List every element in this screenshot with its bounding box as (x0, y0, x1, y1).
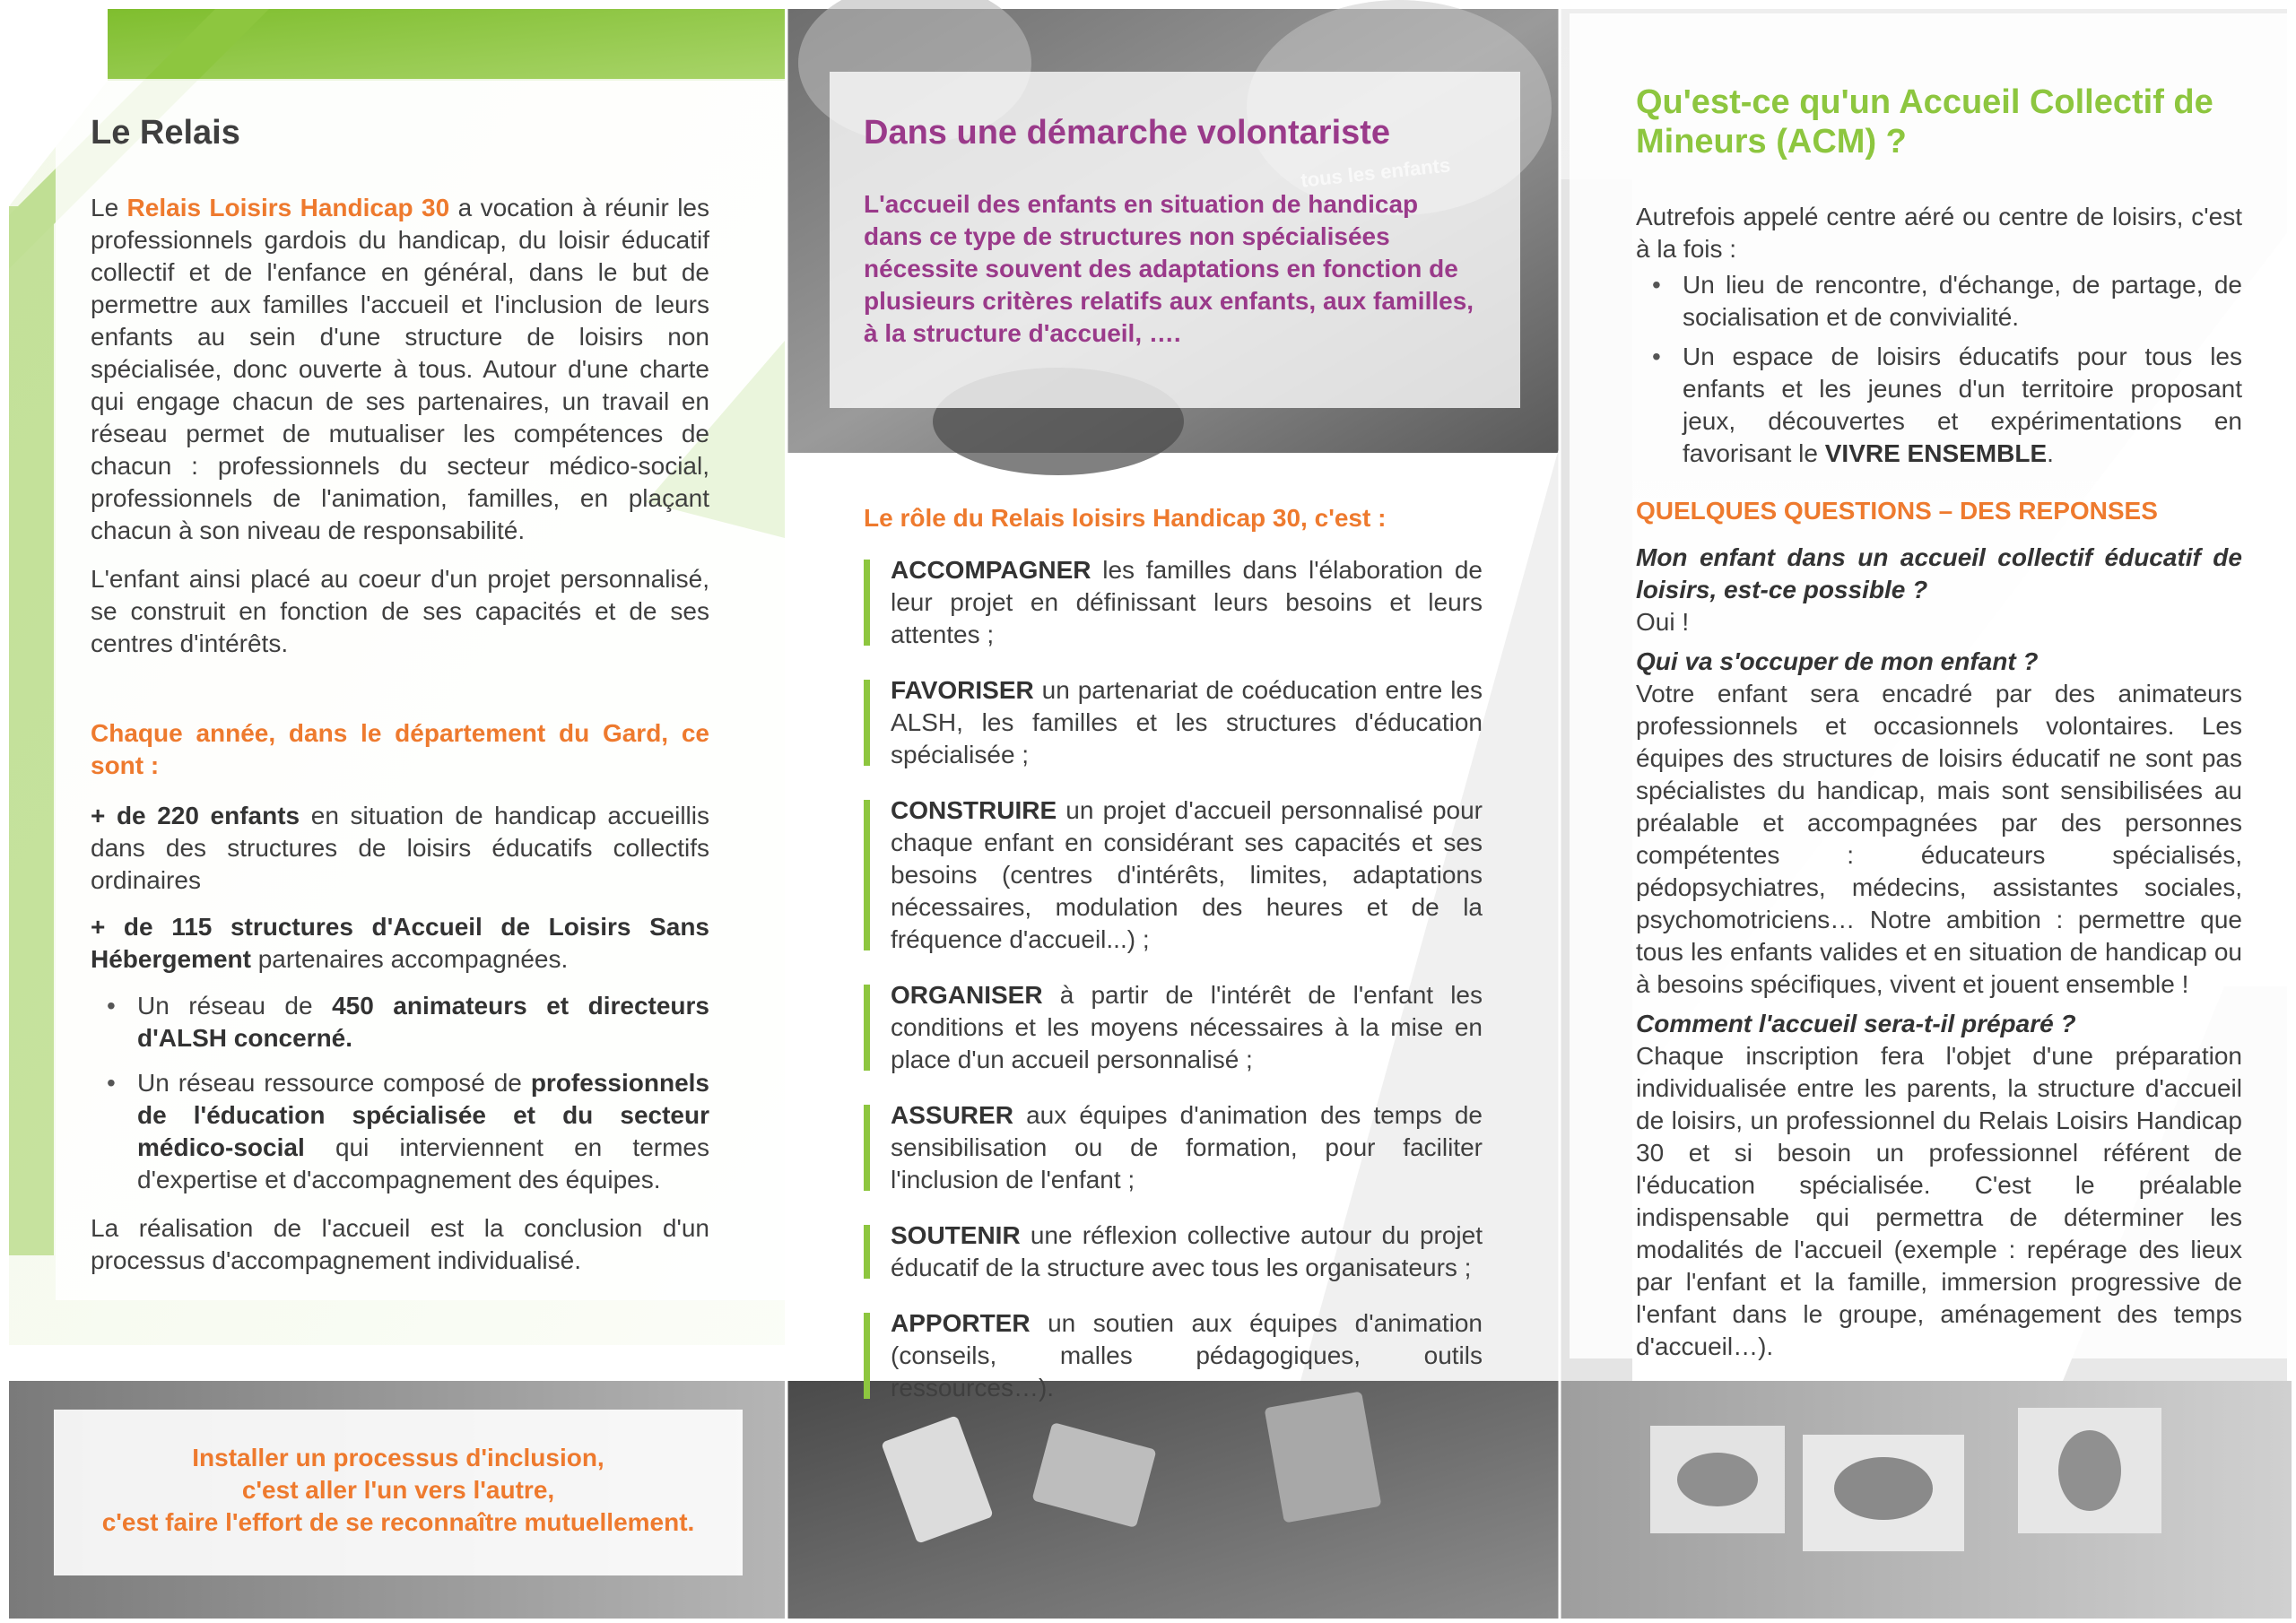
role-item (864, 1099, 1483, 1196)
role-item (864, 554, 1483, 651)
list-item: • Un espace de loisirs éducatifs pour tous les enfants et les jeunes d'un territoire proposant jeux, découvertes et expérimentations en favorisant le VIVRE ENSEMBLE. (1636, 341, 2242, 470)
role-text: à partir de l'intérêt de l'enfant les conditions et les moyens nécessaires à la mise en place d'un accueil personnalisé ; (891, 981, 1483, 1073)
qa-title: QUELQUES QUESTIONS – DES REPONSES (1636, 497, 2158, 525)
role-accent-bar (864, 1313, 870, 1399)
left-panel (91, 114, 709, 1277)
right-title: Qu'est-ce qu'un Accueil Collectif de Mineurs (ACM) ? (1636, 83, 2213, 161)
middle-title: Dans une démarche volontariste (864, 114, 1391, 152)
role-text: les familles dans l'élaboration de leur projet en définissant leurs besoins et leurs attentes ; (891, 556, 1483, 648)
role-accent-bar (864, 680, 870, 766)
role-item (864, 1219, 1483, 1284)
middle-panel (864, 114, 1483, 350)
role-text: une réflexion collective autour du projet éducatif de la structure avec tous les organisateurs ; (891, 1221, 1483, 1281)
org-name: Relais Loisirs Handicap 30 (126, 194, 450, 221)
role-item (864, 794, 1483, 956)
left-subtitle: Chaque année, dans le département du Gard, ce sont : (91, 719, 709, 779)
right-panel (1636, 82, 2242, 1363)
role-item (864, 979, 1483, 1076)
role-verb: ASSURER (891, 1101, 1013, 1129)
list-item: • Un réseau de 450 animateurs et directeurs d'ALSH concerné. (91, 990, 709, 1055)
quote-line: c'est aller l'un vers l'autre, (241, 1476, 555, 1504)
answer-2: Votre enfant sera encadré par des animateurs professionnels et occasionnels volontaires. Les équipes des structures de loisirs éducatif ne sont pas spécialistes du handicap, mais sont sensibilisées au préalable et accompagnées par des personnes compétentes : éducateurs spécialisés, pédopsychiatres, médecins, assistantes sociales, psychomotriciens… Notre ambition : permettre que tous les enfants valides et en situation de handicap ou à besoins spécifiques, vivent et jouent ensemble ! (1636, 680, 2242, 998)
stat-structures: + de 115 structures d'Accueil de Loisirs Sans Hébergement partenaires accompagnées. (91, 913, 709, 973)
middle-lead: L'accueil des enfants en situation de handicap dans ce type de structures non spécialisées nécessite souvent des adaptations en fonction de plusieurs critères relatifs aux enfants, aux familles, à la structure d'accueil, …. (864, 190, 1474, 347)
role-verb: ACCOMPAGNER (891, 556, 1091, 584)
role-text: un projet d'accueil personnalisé pour chaque enfant en considérant ses capacités et ses besoins (centres d'intérêts, limites, adaptations nécessaires, modulation des heures et de la fréquence d'accueil...) ; (891, 796, 1483, 953)
role-verb: SOUTENIR (891, 1221, 1021, 1249)
role-section (864, 502, 1483, 1428)
role-list (864, 554, 1483, 1404)
question-1: Mon enfant dans un accueil collectif éducatif de loisirs, est-ce possible ? (1636, 543, 2242, 603)
list-item: • Un lieu de rencontre, d'échange, de partage, de socialisation et de convivialité. (1636, 269, 2242, 334)
role-accent-bar (864, 985, 870, 1071)
role-item (864, 674, 1483, 771)
role-verb: ORGANISER (891, 981, 1043, 1009)
right-bullets (1636, 269, 2242, 470)
role-accent-bar (864, 1105, 870, 1191)
left-bullets (91, 990, 709, 1196)
role-item (864, 1307, 1483, 1404)
stat-children: + de 220 enfants en situation de handicap accueillis dans des structures de loisirs éducatifs collectifs ordinaires (91, 802, 709, 894)
role-accent-bar (864, 800, 870, 950)
right-intro: Autrefois appelé centre aéré ou centre de loisirs, c'est à la fois : (1636, 203, 2242, 263)
question-3: Comment l'accueil sera-t-il préparé ? (1636, 1010, 2076, 1037)
role-verb: APPORTER (891, 1309, 1031, 1337)
inclusion-quote (54, 1442, 743, 1539)
role-text: un soutien aux équipes d'animation (conseils, malles pédagogiques, outils ressources…). (891, 1309, 1483, 1402)
photo-overlay-text: tous les enfants (1300, 153, 1452, 192)
role-accent-bar (864, 560, 870, 646)
left-para2: L'enfant ainsi placé au coeur d'un projet personnalisé, se construit en fonction de ses capacités et de ses centres d'intérêts. (91, 565, 709, 657)
left-closing: La réalisation de l'accueil est la conclusion d'un processus d'accompagnement individualisé. (91, 1214, 709, 1274)
quote-line: c'est faire l'effort de se reconnaître mutuellement. (101, 1508, 695, 1536)
quote-line: Installer un processus d'inclusion, (192, 1444, 604, 1471)
left-intro: Le Relais Loisirs Handicap 30 a vocation à réunir les professionnels gardois du handicap, du loisir éducatif collectif et de l'enfance en général, dans le but de permettre aux familles l'accueil et l'inclusion de leurs enfants au sein d'une structure de loisirs non spécialisée, donc ouverte à tous. Autour d'une charte qui engage chacun de ses partenaires, un travail en réseau permet de mutualiser les compétences de chacun : professionnels du secteur médico-social, professionnels de l'animation, familles, en plaçant chacun à son niveau de responsabilité. (91, 194, 709, 544)
role-verb: CONSTRUIRE (891, 796, 1057, 824)
role-title: Le rôle du Relais loisirs Handicap 30, c'est : (864, 504, 1387, 532)
role-verb: FAVORISER (891, 676, 1034, 704)
list-item: • Un réseau ressource composé de professionnels de l'éducation spécialisée et du secteur médico-social qui interviennent en termes d'expertise et d'accompagnement des équipes. (91, 1067, 709, 1196)
role-text: un partenariat de coéducation entre les ALSH, les familles et les structures d'éducation spécialisée ; (891, 676, 1483, 768)
role-text: aux équipes d'animation des temps de sensibilisation ou de formation, pour faciliter l'inclusion de l'enfant ; (891, 1101, 1483, 1193)
answer-1: Oui ! (1636, 608, 1690, 636)
role-accent-bar (864, 1225, 870, 1279)
answer-3: Chaque inscription fera l'objet d'une préparation individualisée entre les parents, la structure d'accueil de loisirs, un professionnel du Relais Loisirs Handicap 30 et si besoin un professionnel référent de l'éducation spécialisée. C'est le préalable indispensable qui permettra de déterminer les modalités de l'accueil (exemple : repérage des lieux par l'enfant et la famille, immersion progressive de l'enfant dans le groupe, aménagement des temps d'accueil…). (1636, 1042, 2242, 1360)
left-title: Le Relais (91, 114, 240, 152)
question-2: Qui va s'occuper de mon enfant ? (1636, 647, 2039, 675)
